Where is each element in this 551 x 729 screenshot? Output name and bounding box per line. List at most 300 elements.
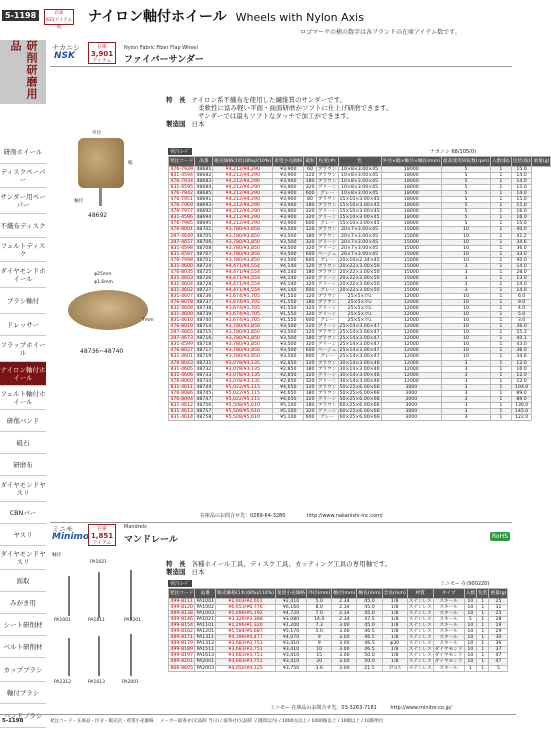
table-cell: ¥3,900 [273, 185, 304, 191]
table-cell: 48744 [196, 384, 212, 390]
sidebar-item[interactable]: シート研削材 [0, 614, 46, 636]
table-cell: 1 [490, 185, 511, 191]
table-cell: 36.0 [511, 245, 532, 251]
table-cell: 15000 [381, 263, 441, 269]
sidebar-item[interactable]: フラップホイール [0, 336, 46, 362]
img-caption: 軸径 [52, 553, 61, 558]
table-cell: 5 [442, 221, 491, 227]
table-cell: 12000 [381, 366, 441, 372]
table-cell: 1 [477, 617, 489, 623]
table-cell[interactable]: 476-8035 [170, 269, 194, 275]
maker-url[interactable]: http://www.minitor.co.jp/ [390, 705, 452, 711]
product-table-2 [168, 588, 508, 672]
table-cell[interactable]: 499-8197 [170, 653, 194, 659]
table-cell: 5 [442, 209, 491, 215]
table-cell: 1 [490, 390, 511, 396]
table-cell: 10×8×3.00×45 [338, 173, 381, 179]
sidebar-item[interactable]: 研削ホイール [0, 140, 46, 164]
table-cell: 3.00 [332, 641, 357, 647]
table-cell: 180 [305, 269, 315, 275]
table-cell: 48725 [196, 269, 212, 275]
stock-count: 1,851 [90, 532, 114, 540]
table-cell: 1/8 [382, 653, 407, 659]
table-cell[interactable]: 831-4599 [170, 342, 194, 348]
table-cell: グレー [316, 287, 338, 293]
table-cell: 1 [477, 605, 489, 611]
table-cell: ¥4,720 [275, 611, 306, 617]
table-cell: 3 [442, 275, 491, 281]
table-cell: グリーン [317, 396, 337, 402]
table-cell: 48695 [196, 221, 212, 227]
stock-label: 在庫 [96, 44, 107, 50]
table-cell: 1 [477, 665, 489, 671]
table-cell: ブラウン [317, 293, 337, 299]
table-cell: 14.0 [511, 191, 532, 197]
table-cell: ダイヤモンド [434, 659, 463, 665]
sidebar-item[interactable]: サンダー用ペーパー [0, 188, 46, 214]
table-cell[interactable]: 476-8043 [170, 360, 194, 366]
sidebar-item[interactable]: ベルト研削材 [0, 636, 46, 658]
table-cell: 48707 [196, 251, 212, 257]
brand-code: ナカニシ 68/105(0) [430, 149, 477, 155]
table-cell: 15000 [381, 227, 441, 233]
table-cell: ¥4,212/¥4,290 [213, 185, 273, 191]
stock-items: 631アイテム数 [46, 18, 72, 30]
sidebar-item[interactable]: 砥石 [0, 432, 46, 454]
table-cell: 18000 [381, 221, 441, 227]
table-cell[interactable]: 476-7951 [170, 197, 194, 203]
table-cell: 3 [442, 372, 491, 378]
table-cell[interactable]: 476-8086 [170, 390, 194, 396]
table-cell: 120 [305, 293, 315, 299]
table-cell: 320 [305, 275, 315, 281]
table-cell: 1 [490, 209, 511, 215]
table-cell: ¥1,674/¥1,705 [213, 312, 273, 318]
table-cell: 1 [490, 173, 511, 179]
table-cell: 10 [464, 629, 476, 635]
table-cell[interactable]: 831-4612 [170, 402, 194, 408]
table-cell: 5 [442, 215, 491, 221]
features-label: 特 長 [166, 560, 186, 568]
table-cell: 15000 [381, 257, 441, 263]
table-cell: 20 [307, 659, 332, 665]
table-cell: グリーン [317, 324, 337, 330]
table-cell: ¥5,100 [273, 408, 304, 414]
table-cell: 12000 [381, 293, 441, 299]
column-header: 材質 [407, 589, 433, 599]
table-cell: ¥3,900 [273, 173, 304, 179]
table-cell: 180 [305, 179, 315, 185]
table-cell: 48685 [196, 191, 212, 197]
table-cell[interactable]: 831-4606 [170, 372, 194, 378]
table-cell: 1/8 [382, 623, 407, 629]
material-label: 製造国 [166, 120, 186, 128]
stock-label: 在庫 [96, 526, 107, 532]
img-label: PA1001 [54, 618, 71, 623]
table-cell: ¥1,674/¥1,705 [213, 293, 273, 299]
table-cell: 50×25×6.00×66 [339, 396, 380, 402]
table-cell[interactable]: 831-4614 [170, 414, 194, 420]
table-cell: 320 [305, 245, 315, 251]
table-cell[interactable]: 831-4610 [170, 318, 194, 324]
table-cell[interactable]: 499-8154 [170, 623, 194, 629]
table-cell: 12000 [381, 324, 441, 330]
table-cell: ¥5,022/¥5,115 [213, 396, 273, 402]
table-cell[interactable]: 499-8189 [170, 647, 194, 653]
table-cell: ¥4,140 [273, 263, 304, 269]
table-cell: 1 [490, 203, 511, 209]
table-cell: 1 [490, 300, 511, 306]
table-cell: 48737 [196, 300, 212, 306]
table-cell: 1 [490, 167, 511, 173]
table-cell[interactable]: 831-4596 [170, 215, 194, 221]
wheel-shaft [99, 188, 102, 206]
sidebar-item[interactable]: 研磨布 [0, 454, 46, 476]
section-mandrels [50, 522, 512, 712]
table-cell: ¥4,212/¥4,290 [213, 173, 273, 179]
table-cell: ¥3,780/¥3,850 [213, 342, 273, 348]
table-cell: 25×14×3.00×47 [339, 348, 380, 354]
table-cell: 20×10×2.34×45 [339, 257, 380, 263]
table-cell: ¥2,603/¥2,651 [216, 599, 276, 605]
table-cell: 48731 [196, 360, 212, 366]
table-cell: 50×25×6.00×66 [339, 390, 380, 396]
table-cell[interactable]: 476-7985 [170, 221, 194, 227]
table-cell: グリーン [317, 342, 337, 348]
table-cell: 180 [305, 366, 315, 372]
table-cell: ¥3,900 [273, 197, 304, 203]
table-cell: 3 [442, 408, 491, 414]
table-cell: PA1311 [196, 635, 215, 641]
sidebar-item[interactable]: 研削バンド [0, 410, 46, 432]
column-header: 最高使用回転数(rpm) [442, 157, 491, 167]
table-cell: 1 [477, 623, 489, 629]
table-cell[interactable]: 499-8120 [170, 605, 194, 611]
table-cell: 10 [442, 293, 491, 299]
table-cell[interactable]: 476-7998 [170, 257, 194, 263]
table-cell: ブラウン [317, 384, 337, 390]
table-cell: 120 [305, 227, 315, 233]
table-cell[interactable]: 831-4608 [170, 306, 194, 312]
table-cell: 48739 [196, 312, 212, 318]
table-cell[interactable]: 476-8019 [170, 324, 194, 330]
table-cell: 41.2 [511, 233, 532, 239]
table-cell: ブラウン [317, 233, 337, 239]
table-cell: ブラウン [317, 227, 337, 233]
material-label: 製造国 [166, 568, 186, 576]
table-cell: ¥4,212/¥4,290 [213, 167, 273, 173]
column-header: 軸径(mm) [332, 589, 357, 599]
table-cell[interactable]: 831-4601 [170, 354, 194, 360]
table-cell: 9 [307, 641, 332, 647]
product-name-jp: マンドレール [124, 535, 178, 545]
product-name-jp: ファイバーサンダー [124, 55, 204, 65]
table-cell: ブラウン [317, 203, 337, 209]
table-cell[interactable]: 476-7977 [170, 209, 194, 215]
table-cell: 48724 [196, 263, 212, 269]
table-cell: 3 [442, 281, 491, 287]
table-cell: 25×5×ｽﾘﾑ [338, 300, 381, 306]
table-cell[interactable]: 476-8078 [170, 300, 194, 306]
table-cell: 20×22×3.00×50 [339, 275, 380, 281]
table-cell: 48715 [196, 330, 212, 336]
table-cell: 18000 [381, 191, 441, 197]
table-cell: 34.6 [511, 239, 532, 245]
table-cell[interactable]: 831-4595 [170, 185, 194, 191]
table-cell: 15.0 [511, 185, 532, 191]
sidebar-item[interactable]: フェルト軸付ホイール [0, 386, 46, 410]
table-cell: ¥3,410 [275, 653, 306, 659]
sidebar-item[interactable]: ヤスリ [0, 524, 46, 546]
table-cell[interactable]: 831-4613 [170, 408, 194, 414]
table-cell: 1 [477, 653, 489, 659]
column-header: 軸長(mm) [357, 589, 382, 599]
table-cell: 48732 [196, 366, 212, 372]
table-cell[interactable]: 476-8001 [170, 227, 194, 233]
table-cell: ¥1,550 [273, 318, 304, 324]
table-cell: 25×5×ｽﾘﾑ [338, 318, 381, 324]
table-cell: 47.5 [357, 617, 382, 623]
table-cell: ステンレス [408, 629, 432, 635]
table-cell[interactable]: 499-8201 [170, 659, 194, 665]
table-cell: 3 [442, 414, 491, 420]
table-cell[interactable]: 831-4605 [170, 366, 194, 372]
table-cell: ¥4,471/¥4,554 [213, 287, 273, 293]
table-cell: 89.0 [511, 390, 532, 396]
table-cell[interactable]: 476-8027 [170, 348, 194, 354]
table-cell: 5.0 [511, 312, 532, 318]
table-cell: 12.0 [511, 360, 532, 366]
column-header: 入数(個) [490, 157, 511, 167]
table-cell: ¥3,900 [273, 179, 304, 185]
table-cell[interactable]: 476-7942 [170, 191, 194, 197]
table-cell: 48758 [196, 414, 212, 420]
table-cell: 320 [305, 306, 315, 312]
table-cell: 1 [490, 402, 511, 408]
table-cell: 60×25×6.00×66 [339, 408, 380, 414]
table-cell: 48705 [196, 233, 212, 239]
stock-count: 3,901 [90, 50, 114, 58]
page-title [88, 6, 364, 26]
sidebar-item[interactable]: ナイロン軸付ホイール [0, 362, 46, 386]
table-cell: 1 [490, 281, 511, 287]
table-cell: ¥3,500 [273, 342, 304, 348]
table-cell[interactable]: 831-4598 [170, 245, 194, 251]
sidebar-item[interactable]: ブラシ軸付 [0, 288, 46, 314]
table-cell: 48728 [196, 281, 212, 287]
sidebar-item[interactable]: ハンドブラシ [0, 704, 46, 728]
table-cell: 3.00 [332, 653, 357, 659]
table-cell: ステンレス [408, 611, 432, 617]
table-cell: ¥4,212/¥4,290 [213, 209, 273, 215]
table-cell[interactable]: 499-8111 [170, 599, 194, 604]
table-cell[interactable]: 476-8060 [170, 378, 194, 384]
table-cell: 600 [305, 287, 315, 293]
sidebar-item[interactable]: ダイヤモンドヤスリ [0, 546, 46, 570]
table-cell: ¥1,674/¥1,705 [213, 306, 273, 312]
column-header: 重量(g) [489, 589, 508, 599]
sidebar-item[interactable]: CBNバー [0, 502, 46, 524]
table-cell: ¥2,850 [273, 372, 304, 378]
table-cell[interactable]: 297-4657 [170, 239, 194, 245]
table-cell[interactable]: 297-4649 [170, 233, 194, 239]
table-cell: 5 [464, 617, 476, 623]
table-cell: 15000 [381, 239, 441, 245]
table-cell: 50×25×6.00×66 [339, 384, 380, 390]
table-cell: 48717 [196, 348, 212, 354]
table-cell: 1 [490, 275, 511, 281]
table-cell: 48757 [196, 408, 212, 414]
table-cell[interactable]: 499-8162 [170, 629, 194, 635]
table-cell: 9 [307, 635, 332, 641]
table-cell: 10 [464, 611, 476, 617]
table-cell[interactable]: 831-4594 [170, 173, 194, 179]
page-number: 5-1198 [2, 10, 39, 21]
table-cell: 48745 [196, 390, 212, 396]
table-cell: 1 [490, 245, 511, 251]
sidebar-item[interactable]: カップブラシ [0, 658, 46, 682]
mandrel-1 [68, 576, 70, 616]
table-cell: 12000 [381, 318, 441, 324]
dim-thick: 7mm [142, 318, 154, 323]
sidebar-item[interactable]: みがき用 [0, 592, 46, 614]
table-cell: PA1021 [196, 617, 215, 623]
table-cell[interactable]: 831-4604 [170, 281, 194, 287]
table-cell[interactable]: 476-7969 [170, 203, 194, 209]
inquiry-note: ミニモー 在庫品のお問合せ先：03-3263-7181 [270, 705, 377, 711]
table-cell: 14.0 [307, 617, 332, 623]
table-cell: 3000 [381, 414, 441, 420]
table-cell: 3.00 [332, 659, 357, 665]
table-cell: ベージュ [317, 348, 337, 354]
table-cell: 12000 [381, 372, 441, 378]
table-cell: 20×22×3.00×50 [339, 287, 380, 293]
table-cell[interactable]: 866-8605 [170, 665, 194, 671]
sidebar-item[interactable]: フェルトディスク [0, 238, 46, 262]
table-cell[interactable]: 297-4673 [170, 336, 194, 342]
sidebar-item[interactable]: ダイヤモンドホイール [0, 262, 46, 288]
table-cell: 25×5×ｽﾘﾑ [338, 306, 381, 312]
table-cell: ¥3,750 [275, 665, 306, 671]
table-cell[interactable]: 476-8094 [170, 396, 194, 402]
table-cell[interactable]: 499-8179 [170, 641, 194, 647]
product-name-en: Mandrels [124, 524, 147, 530]
table-cell[interactable]: 476-7934 [170, 179, 194, 185]
mandrel-images [50, 548, 162, 698]
table-cell: 48683 [196, 179, 212, 185]
sidebar-item[interactable]: ディスクペーパー [0, 164, 46, 188]
table-cell[interactable]: 831-4603 [170, 275, 194, 281]
brand-code: ミニモー 在(900220) [440, 581, 490, 587]
table-cell[interactable]: 831-4602 [170, 287, 194, 293]
column-header: 色 [338, 157, 381, 167]
table-cell: 15×10×3.00×45 [339, 215, 380, 221]
table-cell: グリーン [317, 372, 337, 378]
table-cell: 20×7×3.00×45 [338, 251, 381, 257]
features-label: 特 長 [166, 96, 186, 104]
table-cell: 10×8×3.00×45 [338, 191, 381, 197]
table-cell: ¥4,212/¥4,290 [213, 203, 273, 209]
table-cell: 1 [490, 293, 511, 299]
table-cell: 320 [305, 239, 315, 245]
table-cell: 320 [305, 372, 315, 378]
table-cell: ¥4,650 [273, 384, 304, 390]
table-cell[interactable]: 499-8138 [170, 611, 194, 617]
table-cell: ¥3,900 [273, 209, 304, 215]
table-cell: 45.0 [357, 605, 382, 611]
table-cell[interactable]: 476-7939 [170, 167, 194, 172]
table-cell: 3 [442, 390, 491, 396]
table-cell: ¥2,850 [273, 360, 304, 366]
table-cell[interactable]: 297-4665 [170, 330, 194, 336]
table-cell: ¥3,780/¥3,850 [213, 336, 273, 342]
sidebar-item[interactable]: 面取 [0, 570, 46, 592]
table-cell: グリーン [317, 408, 337, 414]
table-cell[interactable]: 831-4597 [170, 251, 194, 257]
table-cell[interactable]: 499-8171 [170, 635, 194, 641]
table-cell: 48708 [196, 245, 212, 251]
sidebar-item[interactable]: ドレッサー [0, 314, 46, 336]
table-cell: PA1101 [196, 623, 215, 629]
table-cell: 5 [442, 179, 491, 185]
table-cell: 1 [477, 659, 489, 665]
table-cell[interactable]: 831-4611 [170, 384, 194, 390]
column-header: 入数 [464, 589, 476, 599]
sidebar-item[interactable]: 不織布ディスク [0, 214, 46, 238]
table-cell: 3 [442, 269, 491, 275]
table-cell: 30×14×3.00×46 [339, 366, 380, 372]
table-cell: ¥3,780/¥3,850 [213, 348, 273, 354]
table-cell: 10 [442, 318, 491, 324]
mandrel-6 [130, 634, 132, 676]
table-cell: 600 [305, 348, 315, 354]
table-cell: 10 [464, 623, 476, 629]
column-header: 砥粒 [304, 157, 316, 167]
table-cell: 34.6 [511, 354, 532, 360]
table-cell[interactable]: 831-4600 [170, 263, 194, 269]
table-cell: ¥4,212/¥4,290 [213, 191, 273, 197]
table-cell: 1 [490, 215, 511, 221]
table-cell: PA2003 [196, 665, 215, 671]
table-cell: スキール [433, 635, 464, 641]
maker-url[interactable]: http://www.nakanishi-inc.com/ [307, 513, 383, 519]
table-cell: ブラウン [317, 197, 337, 203]
table-cell[interactable]: 831-4607 [170, 293, 194, 299]
table-cell: 14.0 [511, 287, 532, 293]
table-cell: グリーン [317, 209, 337, 215]
column-header: 包装(個) [511, 157, 532, 167]
table-cell: 15×10×3.00×45 [339, 221, 380, 227]
sidebar-item[interactable]: 軸付ブラシ [0, 682, 46, 704]
table-cell: 25×14×3.00×47 [339, 330, 380, 336]
table-cell: 48692 [196, 209, 212, 215]
inquiry-note: 在庫品のお問合せ先：0289-64-3280 [200, 513, 286, 519]
table-cell: ¥2,850 [273, 378, 304, 384]
table-cell: 1 [477, 647, 489, 653]
table-cell: グリーン [317, 281, 337, 287]
table-cell: ¥3,080 [275, 617, 306, 623]
table-cell: 10 [464, 599, 476, 605]
sidebar-item[interactable]: ダイヤモンドヤスリ [0, 476, 46, 502]
column-header: 粒度(#) [316, 157, 338, 167]
table-cell[interactable]: 499-8146 [170, 617, 194, 623]
table-cell: グリーン [317, 185, 337, 191]
table-cell: 10×8×3.00×45 [338, 185, 381, 191]
table-cell: ¥3,900 [273, 167, 304, 173]
table-cell: 180 [305, 336, 315, 342]
table-cell: 18000 [381, 215, 441, 221]
table-cell[interactable]: 831-4609 [170, 312, 194, 318]
